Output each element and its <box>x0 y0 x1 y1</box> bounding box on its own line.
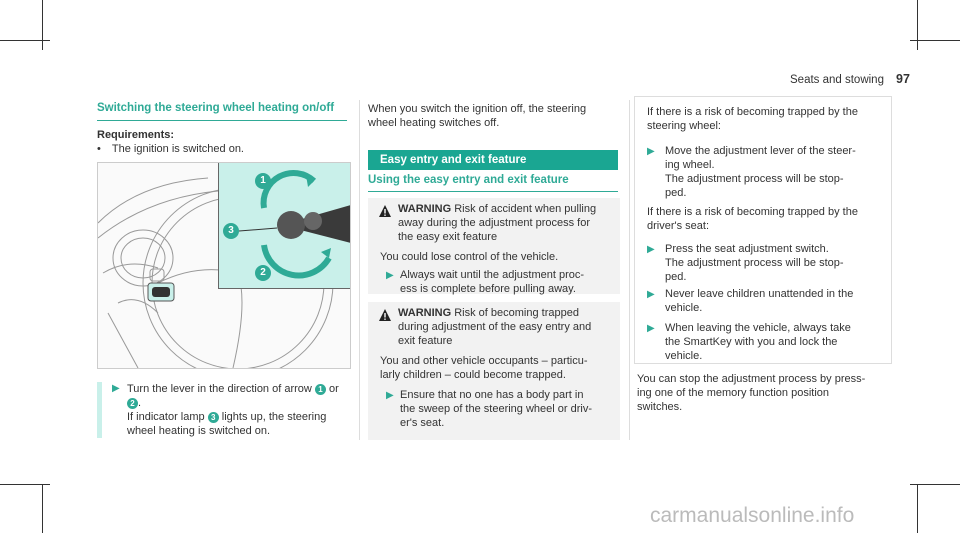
callout-ref-1: 1 <box>315 384 326 395</box>
callout-2: 2 <box>255 265 271 281</box>
step-arrow-icon: ▶ <box>647 323 655 334</box>
warning-1-header: WARNING Risk of accident when pulling away during the adjustment process for the easy exit feature <box>398 203 597 243</box>
requirement-item <box>97 142 244 156</box>
section-title: Switching the steering wheel heating on/off <box>97 102 335 114</box>
warning-2-body: You and other vehicle occupants – particu- larly children – could become trapped. <box>380 355 588 381</box>
callout-3: 3 <box>223 223 239 239</box>
lever-detail-panel <box>218 163 351 289</box>
step-never-leave: Never leave children unattended in the vehicle. <box>665 288 854 314</box>
crop-mark <box>917 484 918 533</box>
warning-2-step: Ensure that no one has a body part in the sweep of the steering wheel or driv- er's seat. <box>400 389 592 429</box>
step-arrow-icon: ▶ <box>386 270 394 281</box>
callout-ref-2: 2 <box>127 398 138 409</box>
subsection-title: Using the easy entry and exit feature <box>368 174 569 186</box>
step-move-lever: Move the adjustment lever of the steer- ing wheel. The adjustment process will be stop- ped. <box>665 145 856 199</box>
steering-illustration <box>97 162 351 369</box>
column-divider <box>629 100 630 440</box>
title-rule <box>97 120 347 121</box>
requirements-label: Requirements: <box>97 129 175 141</box>
intro-paragraph: When you switch the ignition off, the steering wheel heating switches off. <box>368 103 587 129</box>
section-name: Seats and stowing <box>790 74 884 86</box>
running-header <box>790 74 884 86</box>
step-text <box>127 382 352 438</box>
step-line-1: Turn the lever in the direction of arrow 1 or <box>127 383 339 395</box>
step-arrow-icon: ▶ <box>647 146 655 157</box>
warning-icon <box>378 308 392 322</box>
step-arrow-icon: ▶ <box>386 390 394 401</box>
step-take-key: When leaving the vehicle, always take the SmartKey with you and lock the vehicle. <box>665 322 851 362</box>
warning-panel-2 <box>368 302 620 440</box>
subtitle-rule <box>368 191 618 192</box>
step-line-4: wheel heating is switched on. <box>127 425 271 437</box>
crop-mark <box>42 0 43 50</box>
watermark[interactable]: carmanualsonline.info <box>650 504 855 527</box>
condition-2: If there is a risk of becoming trapped by the driver's seat: <box>647 206 858 232</box>
section-bar-label: Easy entry and exit feature <box>380 154 527 166</box>
warning-1-step: Always wait until the adjustment proc- ess is complete before pulling away. <box>400 269 585 295</box>
section-bar <box>368 150 618 170</box>
step-arrow-icon: ▶ <box>112 383 120 394</box>
step-arrow-icon: ▶ <box>647 289 655 300</box>
closing-paragraph: You can stop the adjustment process by press- ing one of the memory function position switches. <box>637 373 866 413</box>
warning-1-title: WARNING <box>398 203 452 215</box>
page-number: 97 <box>896 72 910 86</box>
condition-1: If there is a risk of becoming trapped by the steering wheel: <box>647 106 858 132</box>
instruction-panel <box>634 96 892 364</box>
warning-icon <box>378 204 392 218</box>
warning-1-body: You could lose control of the vehicle. <box>380 251 559 263</box>
bullet-icon: • <box>97 143 101 155</box>
warning-2-header: WARNING Risk of becoming trapped during adjustment of the easy entry and exit feature <box>398 307 592 347</box>
step-press-switch: Press the seat adjustment switch. The adjustment process will be stop- ped. <box>665 243 844 283</box>
crop-mark <box>42 484 43 533</box>
step-line-2: 2 . <box>127 396 352 410</box>
step-line-3: If indicator lamp 3 lights up, the steering <box>127 411 327 423</box>
crop-mark <box>917 0 918 50</box>
callout-1: 1 <box>255 173 271 189</box>
warning-panel-1 <box>368 198 620 294</box>
column-divider <box>359 100 360 440</box>
requirement-text: The ignition is switched on. <box>111 143 244 155</box>
callout-ref-3: 3 <box>208 412 219 423</box>
step-arrow-icon: ▶ <box>647 244 655 255</box>
warning-2-title: WARNING <box>398 307 452 319</box>
step-side-bar <box>97 382 102 438</box>
lever-drawing <box>219 163 351 288</box>
